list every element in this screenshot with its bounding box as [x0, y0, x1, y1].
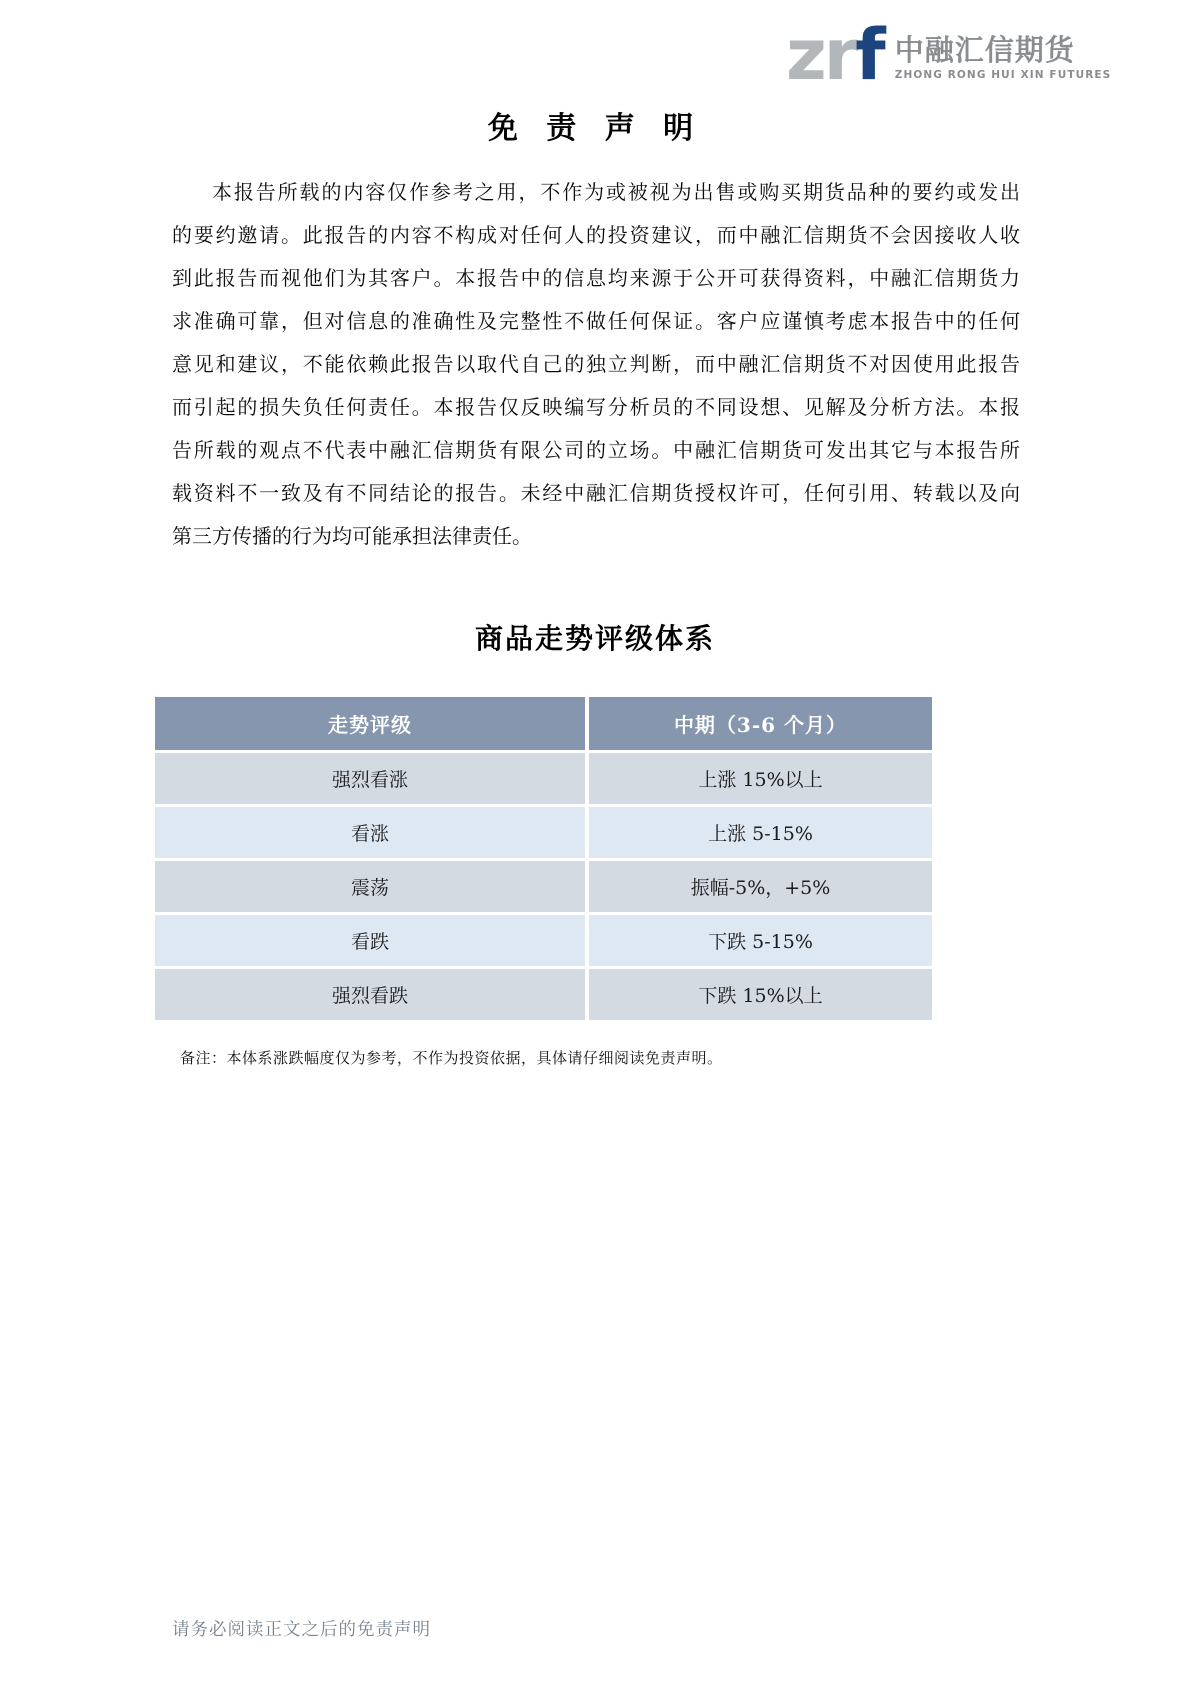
disclaimer-line: 第三方传播的行为均可能承担法律责任。 — [172, 524, 532, 548]
logo-letter-f: f — [855, 14, 883, 96]
table-row — [155, 807, 932, 858]
header-midterm: 中期（3-6 个月） — [585, 697, 932, 750]
rating-cell: 震荡 — [155, 861, 585, 912]
table-row — [155, 753, 932, 804]
disclaimer-line: 意见和建议，不能依赖此报告以取代自己的独立判断，而中融汇信期货不对因使用此报告 — [172, 352, 1020, 376]
range-cell: 下跌 15%以上 — [585, 969, 932, 1020]
range-cell: 上涨 5-15% — [585, 807, 932, 858]
page-footer: 请务必阅读正文之后的免责声明 — [172, 1620, 431, 1640]
disclaimer-paragraph — [172, 171, 1020, 558]
rating-cell: 看涨 — [155, 807, 585, 858]
rating-cell: 强烈看涨 — [155, 753, 585, 804]
rating-cell: 强烈看跌 — [155, 969, 585, 1020]
rating-table — [155, 694, 932, 1023]
disclaimer-line: 而引起的损失负任何责任。本报告仅反映编写分析员的不同设想、见解及分析方法。本报 — [172, 395, 1020, 419]
disclaimer-line: 告所载的观点不代表中融汇信期货有限公司的立场。中融汇信期货可发出其它与本报告所 — [172, 438, 1020, 462]
logo-text-block — [895, 34, 1112, 81]
range-cell: 下跌 5-15% — [585, 915, 932, 966]
disclaimer-line: 到此报告而视他们为其客户。本报告中的信息均来源于公开可获得资料，中融汇信期货力 — [172, 266, 1020, 290]
table-row — [155, 969, 932, 1020]
table-row — [155, 915, 932, 966]
company-name-en: ZHONG RONG HUI XIN FUTURES — [894, 69, 1112, 81]
disclaimer-line: 的要约邀请。此报告的内容不构成对任何人的投资建议，而中融汇信期货不会因接收人收 — [172, 223, 1020, 247]
zrf-logo-mark — [786, 14, 883, 96]
table-row — [155, 861, 932, 912]
company-name-cn: 中融汇信期货 — [894, 33, 1075, 67]
logo-letters-zr: zr — [786, 14, 856, 96]
range-cell: 上涨 15%以上 — [585, 753, 932, 804]
rating-cell: 看跌 — [155, 915, 585, 966]
disclaimer-line: 求准确可靠，但对信息的准确性及完整性不做任何保证。客户应谨慎考虑本报告中的任何 — [172, 309, 1020, 333]
company-logo — [786, 14, 1112, 96]
range-cell: 振幅-5%，+5% — [585, 861, 932, 912]
header-rating: 走势评级 — [155, 697, 585, 750]
table-note: 备注：本体系涨跌幅度仅为参考，不作为投资依据，具体请仔细阅读免责声明。 — [180, 1049, 723, 1067]
disclaimer-line: 本报告所载的内容仅作参考之用，不作为或被视为出售或购买期货品种的要约或发出 — [212, 180, 1020, 204]
page-title: 免 责 声 明 — [487, 111, 703, 146]
rating-system-title: 商品走势评级体系 — [474, 622, 715, 655]
disclaimer-line: 载资料不一致及有不同结论的报告。未经中融汇信期货授权许可，任何引用、转载以及向 — [172, 481, 1020, 505]
table-header-row — [155, 697, 932, 750]
